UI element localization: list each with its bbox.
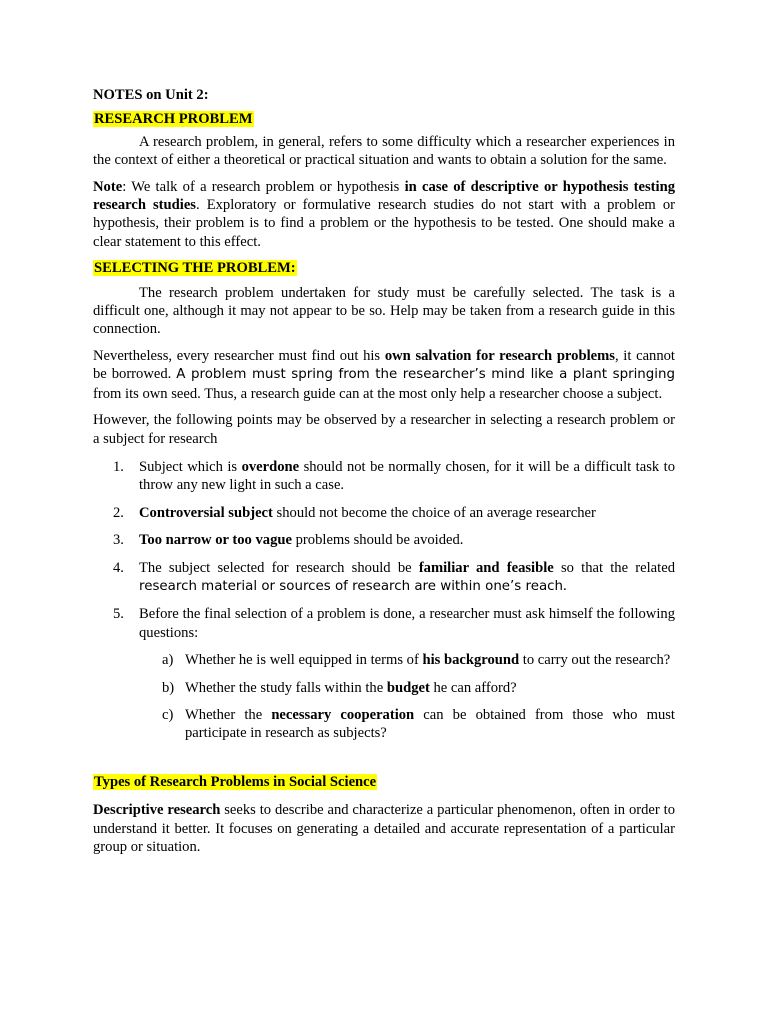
document-page (93, 86, 675, 856)
sub-list-letter: c) (162, 706, 174, 723)
paragraph-note (93, 178, 675, 252)
sub-item-text: Whether the study falls within the (185, 679, 387, 696)
para3-sans-run: A problem must spring from the researcher’s mind like a plant springing (176, 367, 675, 383)
item-text: Subject which is (139, 458, 242, 475)
item-text: The subject selected for research should be (139, 559, 419, 576)
sub-item-text-end: he can afford? (429, 679, 517, 696)
paragraph-selection: The research problem undertaken for study must be carefully selected. The task is a difficult one, although it may not appear to be so. Help may be taken from a research guide in this connection. (93, 284, 675, 338)
sub-list-letter: a) (162, 652, 174, 669)
sub-item-text-end: to carry out the research? (519, 652, 671, 669)
paragraph-nevertheless (93, 347, 675, 403)
item-text-end: should not become the choice of an average researcher (272, 504, 596, 521)
item-bold: Too narrow or too vague (139, 532, 292, 549)
item-text-end: so that the related (553, 559, 675, 576)
note-label: Note (93, 178, 123, 195)
paragraph-however: However, the following points may be observed by a researcher in selecting a research problem or a subject for research (93, 412, 675, 447)
item-sans-run: research material or sources of research are within one’s reach (139, 578, 564, 594)
highlighted-title: SELECTING THE PROBLEM: (94, 260, 296, 277)
list-item (93, 559, 675, 597)
points-list (93, 458, 675, 642)
sub-list-item (93, 706, 675, 743)
note-text-continued: . Exploratory or formulative research studies do not start with a problem or hypothesis, their problem is to find a problem or the hypothesis to be tested. One should make a clear statement to this effect. (93, 197, 675, 250)
sub-item-bold: budget (386, 679, 430, 696)
para3-text-c: from its own seed. Thus, a research guide can at the most only help a researcher choose a subject. (93, 385, 663, 402)
item-text-end: should not be normally chosen, for it will be a difficult task to throw any new light in such a case. (139, 458, 675, 494)
section-title-types (93, 773, 675, 791)
list-item (93, 458, 675, 495)
section-title-research-problem (93, 110, 675, 128)
sub-item-text-end: can be obtained from those who must participate in research as subjects? (185, 706, 675, 742)
list-number: 3. (113, 532, 124, 549)
item-bold: Controversial subject (139, 504, 273, 521)
list-item (93, 605, 675, 642)
section-title-selecting (93, 259, 675, 277)
list-item (93, 504, 675, 522)
item-bold: familiar and feasible (418, 559, 554, 576)
item-text: Before the final selection of a problem is done, a researcher must ask himself the following questions: (139, 606, 675, 641)
sub-item-text: Whether the (185, 706, 272, 723)
sub-item-bold: necessary cooperation (271, 706, 415, 723)
paragraph-descriptive (93, 801, 675, 856)
item-bold: overdone (241, 458, 300, 475)
sub-list-item (93, 651, 675, 669)
sub-list-letter: b) (162, 679, 175, 696)
list-number: 4. (113, 559, 124, 576)
highlighted-title: Types of Research Problems in Social Science (94, 773, 377, 790)
para3-text-a: Nevertheless, every researcher must find out his (93, 347, 385, 364)
sub-item-bold: his background (422, 652, 520, 669)
item-text-end: problems should be avoided. (291, 532, 464, 549)
para3-bold: own salvation for research problems (384, 347, 615, 364)
list-number: 2. (113, 504, 124, 521)
para3-text-b: , it cannot be borrowed. (93, 347, 675, 383)
list-number: 1. (113, 458, 124, 475)
note-bold: in case of descriptive or hypothesis testing research studies (93, 178, 675, 214)
subpoints-list (93, 651, 675, 743)
page-heading: NOTES on Unit 2: (93, 87, 209, 103)
note-text: : We talk of a research problem or hypothesis (122, 178, 405, 195)
list-item (93, 531, 675, 549)
item-period: . (563, 577, 567, 594)
sub-list-item (93, 679, 675, 697)
para5-bold: Descriptive research (93, 802, 221, 819)
para5-text: seeks to describe and characterize a particular phenomenon, often in order to understand it better. It focuses on generating a detailed and accurate representation of a particular group or situation. (93, 802, 675, 855)
list-number: 5. (113, 606, 124, 623)
highlighted-title: RESEARCH PROBLEM (94, 111, 253, 128)
paragraph-definition: A research problem, in general, refers to some difficulty which a researcher experiences in the context of either a theoretical or practical situation and wants to obtain a solution for the same. (93, 133, 675, 169)
sub-item-text: Whether he is well equipped in terms of (185, 652, 423, 669)
